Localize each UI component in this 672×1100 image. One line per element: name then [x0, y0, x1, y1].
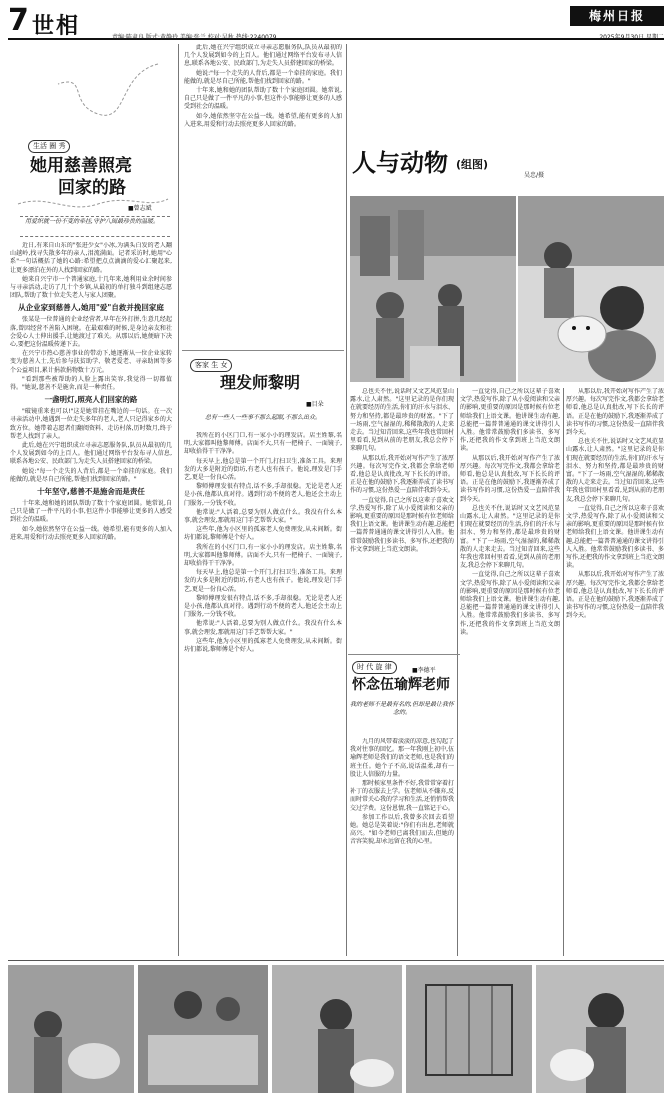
article-1-title-line1: 她用慈善照亮	[30, 156, 132, 176]
paragraph: 在兴宁市热心慈善事业的带动下,她逐渐从一位企业家转变为慈善人士,先后参与扶贫助学、敬老爱老、寻亲助困等多个公益项目,累计捐款捐物数十万元。	[10, 350, 172, 374]
children-with-animals-image	[8, 965, 134, 1093]
paragraph: 他常说:"人活着,总要为别人做点什么。我没有什么本事,就会理发,那就用这门手艺帮帮大家。"	[184, 508, 342, 525]
article-2-byline: ■目朵	[306, 401, 324, 408]
paragraph: "破镜重来也可以!"这是她常挂在嘴边的一句话。在一次寻亲活动中,她遇到一位走失多年的老人,老人只记得家乡的大致方位。她带着志愿者们翻阅资料、走访村落,历时数月,终于帮老人找到了亲人。	[10, 408, 172, 440]
article-3-body-col1	[350, 388, 454, 650]
editor-credits: 责编:陈肃良 版式:黄静玲 美编:张兰 校对:吴秋 热线:2240079	[112, 34, 277, 41]
paragraph: 他常说:"人活着,总要为别人做点什么。我没有什么本事,就会理发,那就用这门手艺帮帮大家。"	[184, 620, 342, 636]
paragraph: 从那以后,我开始对写作产生了浓厚兴趣。每次写完作文,我都会拿给老师看,他总是认真批改,写下长长的评语。正是在他的鼓励下,我逐渐养成了读书写作的习惯,这份热爱一直陪伴我到今天。	[566, 388, 664, 437]
paragraph: 总也关不住,说话时又文艺风范显山露水,让人肃然。"这里记录的是你们现在就要经历的生活,你们的汗水与泪水、努力和坚持,都是最珍贵的财富。"下了一场雨,空气湿湿的,稀稀散散的人走来走去。当过知青回来,这些年我也常回村里看看,见到从前的老朋友,我总会停下来聊几句。	[350, 388, 454, 453]
paragraph: 近日,有来自山东的"张进少女"小冰,为满头白发的老人翻山越岭,找寻失散多年的亲人,泪流满面。记者采访时,她用"心系"一句话概括了她的心路:希望把点点滴滴的爱心汇聚起来,让更多漂泊在外的人找到回家的路。	[10, 242, 172, 274]
paragraph: 她来自兴宁市一个普通家庭,十几年来,她利用业余时间参与寻亲活动,走访了几十个乡镇,从最初的单打独斗到组建志愿团队,帮助了数十位走失老人与家人团聚。	[10, 275, 172, 300]
subheading: 十年坚守,慈善不是施舍而是责任	[37, 487, 145, 497]
article-3-title-note: (组图)	[456, 158, 489, 171]
paragraph: 我所在的小区门口,有一家小小的理发店。店主姓黎,名明,大家都叫他黎师傅。店面不大,只有一把椅子、一面镜子,却收拾得干干净净。	[184, 432, 342, 456]
section-title: 世相	[32, 14, 81, 39]
article-3-body-col3	[566, 388, 664, 956]
paragraph: 这些年,他为小区里的孤寡老人免费理发,从未间断。街坊们都说,黎师傅是个好人。	[184, 637, 342, 654]
paragraph: 从那以后,我开始对写作产生了浓厚兴趣。每次写完作文,我都会拿给老师看,他总是认真批改,写下长长的评语。正是在他的鼓励下,我逐渐养成了读书写作的习惯,这份热爱一直陪伴我到今天。	[460, 454, 560, 503]
article-2-body	[184, 432, 342, 956]
bottom-photo-1	[8, 965, 134, 1093]
paragraph: 黎师傅理发很有特点,话不多,手却很稳。无论是老人还是小孩,他都认真对待。遇到行动不便的老人,他还会主动上门服务,一分钱不收。	[184, 483, 342, 507]
article-2-title: 理发师黎明	[220, 373, 301, 392]
column-rule	[563, 388, 564, 956]
bird-cage-image	[406, 965, 532, 1093]
paragraph: 这些年,他为小区里的孤寡老人免费理发,从未间断。街坊们都说,黎师傅是个好人。	[184, 526, 342, 542]
article-4-kicker: 时 代 旋 律	[352, 661, 397, 674]
article-4-header	[348, 654, 460, 734]
article-3-title: 人与动物	[352, 149, 448, 177]
column-rule	[346, 44, 347, 956]
paragraph: 十年来,她和她的团队帮助了数十个家庭团圆。她常说,自己只是做了一件平凡的小事,但这件小事能够让更多的人感受到社会的温暖。	[184, 87, 342, 111]
paragraph: 此后,她在兴宁组织成立寻亲志愿服务队,队员从最初的几个人发展到如今的上百人。他们通过网络平台发布寻人信息,联系各地公安、民政部门,为走失人员搭建回家的桥梁。	[10, 442, 172, 466]
deck-divider	[20, 236, 170, 237]
bottom-photo-5	[536, 965, 664, 1093]
subheading: 一盏明灯,照亮人们回家的路	[44, 395, 138, 405]
bottom-photo-3	[272, 965, 402, 1093]
page-number: 7	[8, 3, 29, 38]
column-rule	[178, 44, 179, 956]
paragraph: 那时候家里条件不好,我常常穿着打补丁的衣服去上学。伍老师从不嫌弃,反而时常关心我的学习和生活,还悄悄帮我交过学费。这份恩情,我一直铭记于心。	[350, 780, 454, 812]
bottom-photo-strip	[8, 960, 664, 1096]
article-3-body-col2	[460, 388, 560, 956]
paragraph: 每天早上,他总是第一个开门,打扫卫生,准备工具。来理发的大多是附近的街坊,有老人也有孩子。他说,理发是门手艺,更是一份良心活。	[184, 457, 342, 482]
paragraph: 从那以后,我开始对写作产生了浓厚兴趣。每次写完作文,我都会拿给老师看,他总是认真批改,写下长长的评语。正是在他的鼓励下,我逐渐养成了读书写作的习惯,这份热爱一直陪伴我到今天。	[566, 571, 664, 620]
paragraph: 总也关不住,说话时又文艺风范显山露水,让人肃然。"这里记录的是你们现在就要经历的生活,你们的汗水与泪水、努力和坚持,都是最珍贵的财富。"下了一场雨,空气湿湿的,稀稀散散的人走来走去。当过知青回来,这些年我也常回村里看看,见到从前的老朋友,我总会停下来聊几句。	[566, 438, 664, 503]
paragraph: 一直觉得,自己之所以这辈子喜欢文学,热爱写作,除了从小爱阅读和父亲的影响,更重要的原因是那时候有位老师给我们上语文课。他讲课生动有趣,总能把一篇普普通通的课文讲得引人入胜。他常常鼓励我们多读书、多写作,还把我的作文拿到班上当范文朗读。	[350, 496, 454, 553]
article-2-header	[182, 350, 344, 410]
paragraph: 我所在的小区门口,有一家小小的理发店。店主姓黎,名明,大家都叫他黎师傅。店面不大,只有一把椅子、一面镜子,却收拾得干干净净。	[184, 543, 342, 568]
article-4-body	[350, 738, 454, 956]
article-4-deck: 我的老师不是最有名的,但却是最让我怀念的。	[350, 701, 454, 716]
article-1-byline: ■曾志斌	[128, 205, 152, 212]
paragraph: 如今,她依然坚守在公益一线。她希望,能有更多的人加入进来,用爱和行动去照亮更多人回家的路。	[10, 525, 172, 541]
rabbit-stall-image	[138, 965, 268, 1093]
paragraph: 总也关不住,说话时又文艺风范显山露水,让人肃然。"这里记录的是你们现在就要经历的生活,你们的汗水与泪水、努力和坚持,都是最珍贵的财富。"下了一场雨,空气湿湿的,稀稀散散的人走来走去。当过知青回来,这些年我也常回村里看看,见到从前的老朋友,我总会停下来聊几句。	[460, 504, 560, 570]
paragraph: 此后,她在兴宁组织成立寻亲志愿服务队,队员从最初的几个人发展到如今的上百人。他们通过网络平台发布寻人信息,联系各地公安、民政部门,为走失人员搭建回家的桥梁。	[184, 44, 342, 68]
bottom-photo-4	[406, 965, 532, 1093]
article-1-deck: 用爱织就一份不变的牵挂,守护八闽最珍贵的温暖。	[25, 218, 159, 225]
girl-dog-photo	[518, 196, 664, 382]
article-3-byline: 吴忠/摄	[524, 172, 545, 179]
masthead	[8, 4, 664, 40]
market-scene-image	[350, 196, 516, 382]
paragraph: 九月的风带着淡淡的凉意,也勾起了我对往事的回忆。那一年我刚上初中,伍瑜辉老师是我们的语文老师,也是我们的班主任。她个子不高,说话温柔,却有一股让人信服的力量。	[350, 738, 454, 778]
article-4-title: 怀念伍瑜辉老师	[352, 677, 450, 693]
paragraph: 每天早上,他总是第一个开门,打扫卫生,准备工具。来理发的大多是附近的街坊,有老人也有孩子。他说,理发是门手艺,更是一份良心活。	[184, 569, 342, 593]
article-1-body	[10, 242, 172, 956]
paragraph: "看到那些被帮助的人脸上露出笑容,我觉得一切都值得。"她说,慈善不是施舍,而是一种责任。	[10, 375, 172, 392]
market-photo	[350, 196, 516, 382]
article-1-header	[8, 44, 176, 214]
paragraph: 她说:"每一个走失的人背后,都是一个牵挂的家庭。我们能做的,就是尽自己所能,帮他们找到回家的路。"	[184, 69, 342, 85]
paragraph: 十年来,她和她的团队帮助了数十个家庭团圆。她常说,自己只是做了一件平凡的小事,但这件小事能够让更多的人感受到社会的温暖。	[10, 500, 172, 524]
paragraph: 张某是一位普通的企业经营者,早年在外打拼,生意几经起落,曾因经营不善陷入困境。在最艰难的时候,是身边亲友和社会爱心人士伸出援手,让她渡过了难关。从那以后,她便暗下决心,要把这份温暖传递下去。	[10, 316, 172, 349]
newspaper-logo: 梅州日报	[570, 6, 664, 26]
paragraph: 她说:"每一个走失的人背后,都是一个牵挂的家庭。我们能做的,就是尽自己所能,帮他们找到回家的路。"	[10, 467, 172, 483]
bottom-photo-2	[138, 965, 268, 1093]
girl-with-dog-image	[518, 196, 664, 382]
paragraph: 一直觉得,自己之所以这辈子喜欢文学,热爱写作,除了从小爱阅读和父亲的影响,更重要的原因是那时候有位老师给我们上语文课。他讲课生动有趣,总能把一篇普普通通的课文讲得引人入胜。他常常鼓励我们多读书、多写作,还把我的作文拿到班上当范文朗读。	[460, 388, 560, 453]
article-2-kicker: 客家 生 女	[190, 359, 232, 372]
paragraph: 一直觉得,自己之所以这辈子喜欢文学,热爱写作,除了从小爱阅读和父亲的影响,更重要的原因是那时候有位老师给我们上语文课。他讲课生动有趣,总能把一篇普普通通的课文讲得引人入胜。他常常鼓励我们多读书、多写作,还把我的作文拿到班上当范文朗读。	[460, 571, 560, 636]
deck-divider	[20, 216, 170, 217]
article-1-kicker: 生活 圈 秀	[28, 140, 70, 153]
subheading: 从企业家到慈善人,她用"爱"自救并挽回家庭	[18, 303, 164, 313]
child-petting-image	[272, 965, 402, 1093]
article-1-title-line2: 回家的路	[58, 178, 126, 198]
article-4-byline: ■李德平	[412, 667, 436, 674]
paragraph: 黎师傅理发很有特点,话不多,手却很稳。无论是老人还是小孩,他都认真对待。遇到行动不便的老人,他还会主动上门服务,一分钱不收。	[184, 594, 342, 619]
article-2-deck: 总有一些人一些事不那么起眼,不那么出众。	[205, 414, 321, 421]
woman-with-dog-image	[536, 965, 664, 1093]
paragraph: 如今,她依然坚守在公益一线。她希望,能有更多的人加入进来,用爱和行动去照亮更多人回家的路。	[184, 112, 342, 128]
paragraph: 从那以后,我开始对写作产生了浓厚兴趣。每次写完作文,我都会拿给老师看,他总是认真批改,写下长长的评语。正是在他的鼓励下,我逐渐养成了读书写作的习惯,这份热爱一直陪伴我到今天。	[350, 454, 454, 495]
paragraph: 一直觉得,自己之所以这辈子喜欢文学,热爱写作,除了从小爱阅读和父亲的影响,更重要的原因是那时候有位老师给我们上语文课。他讲课生动有趣,总能把一篇普普通通的课文讲得引人入胜。他常常鼓励我们多读书、多写作,还把我的作文拿到班上当范文朗读。	[566, 504, 664, 570]
paragraph: 参加工作以后,我曾多次回去看望她。她总是笑着说:"你们有出息,老师就高兴。"如今老师已离我们而去,但她的音容笑貌,却永远留在我的心里。	[350, 813, 454, 846]
article-1-body-continued	[184, 44, 342, 344]
dateline: 2025年9月30日 星期二	[599, 34, 664, 41]
